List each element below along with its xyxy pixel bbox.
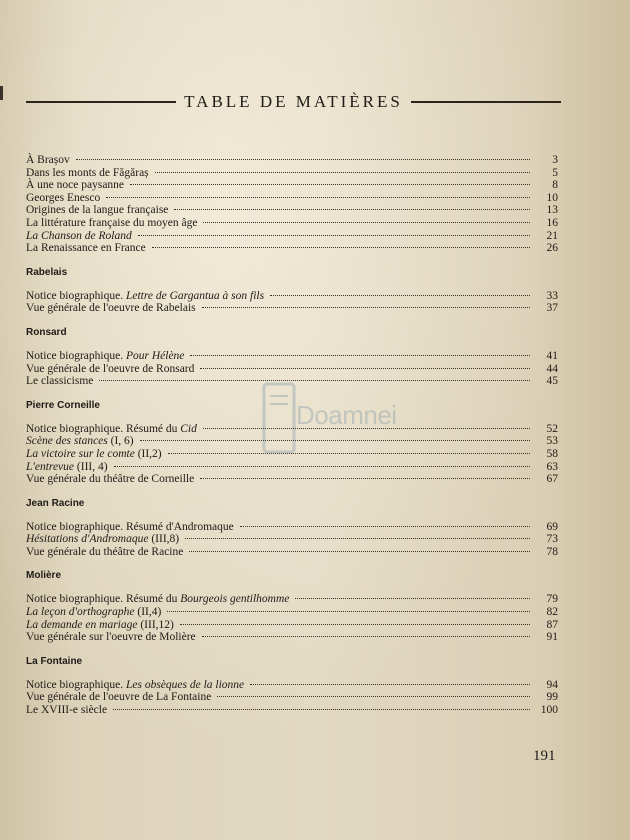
toc-entry-label (26, 461, 108, 474)
author-section (26, 568, 558, 643)
toc-entry-italic-text: La leçon d'orthographe (26, 606, 135, 619)
toc-entry-label (26, 204, 168, 217)
toc-entry (26, 546, 558, 559)
section-heading: Ronsard (26, 326, 67, 338)
table-header (26, 91, 561, 113)
dot-leader (168, 453, 530, 454)
section-heading: La Fontaine (26, 655, 83, 667)
dot-leader (217, 696, 530, 697)
toc-entry-label (26, 691, 211, 704)
intro-entries (26, 154, 558, 255)
toc-entry-text: Notice biographique. (26, 289, 126, 302)
toc-entry-text: (II,4) (134, 606, 162, 619)
toc-page-number: 10 (546, 191, 558, 204)
toc-entry-text: Vue générale de l'oeuvre de Rabelais (26, 302, 196, 315)
toc-entry (26, 290, 558, 303)
toc-page-number: 99 (546, 691, 558, 704)
toc-entry (26, 679, 558, 692)
toc-entry-italic-text: La Chanson de Roland (26, 229, 132, 242)
toc-page-number: 41 (546, 349, 558, 362)
section-heading: Pierre Corneille (26, 399, 100, 411)
toc-entry-label (26, 242, 146, 255)
toc-entry (26, 217, 558, 230)
toc-entry (26, 179, 558, 192)
toc-entry-label (26, 448, 162, 461)
toc-page-number: 45 (546, 375, 558, 388)
toc-entry-label (26, 606, 161, 619)
toc-entry (26, 521, 558, 534)
dot-leader (113, 709, 530, 710)
dot-leader (200, 368, 530, 369)
toc-entry (26, 230, 558, 243)
toc-entry-label (26, 435, 134, 448)
dot-leader (99, 380, 530, 381)
dot-leader (155, 172, 530, 173)
toc-entry (26, 704, 558, 717)
toc-entry-label (26, 167, 149, 180)
dot-leader (185, 538, 530, 539)
toc-page-number: 82 (546, 606, 558, 619)
toc-entry-text: Origines de la langue française (26, 204, 169, 217)
toc-entry-italic-text: Cid (180, 422, 197, 435)
toc-entry (26, 606, 558, 619)
toc-page-number: 3 (552, 154, 558, 166)
toc-entry-text: (III,8) (148, 533, 180, 546)
toc-entry-italic-text: L'entrevue (26, 460, 75, 473)
toc-page-number: 79 (546, 593, 558, 606)
toc-entry-text: Vue générale de l'oeuvre de La Fontaine (26, 691, 212, 704)
toc-entry (26, 423, 558, 436)
toc-page-number: 44 (546, 362, 558, 375)
toc-entry-label (26, 363, 194, 376)
toc-entry-label (26, 679, 244, 692)
toc-entry-label (26, 217, 197, 230)
toc-entry (26, 435, 558, 448)
toc-entry (26, 448, 558, 461)
toc-entry (26, 350, 558, 363)
toc-entry (26, 593, 558, 606)
dot-leader (189, 551, 530, 552)
dot-leader (270, 295, 530, 296)
toc-entry (26, 302, 558, 315)
dot-leader (138, 235, 530, 236)
toc-page-number: 5 (552, 166, 558, 179)
toc-page-number: 13 (546, 204, 558, 217)
toc-entry-label (26, 533, 179, 546)
toc-entry (26, 619, 558, 632)
toc-page-number: 67 (546, 473, 558, 486)
author-section (26, 398, 558, 486)
toc-entry-text: La littérature française du moyen âge (26, 216, 198, 229)
toc-entry-text: Vue générale de l'oeuvre de Ronsard (26, 362, 195, 375)
toc-entry-text: Georges Enesco (26, 191, 101, 204)
toc-entry-label (26, 302, 196, 315)
dot-leader (190, 355, 530, 356)
toc-entry (26, 167, 558, 180)
toc-entry-text: À Brașov (26, 154, 70, 166)
toc-entry-text: Notice biographique. (26, 349, 126, 362)
toc-entry (26, 473, 558, 486)
toc-entry-label (26, 521, 234, 534)
toc-entry-label (26, 593, 289, 606)
dot-leader (114, 466, 530, 467)
dot-leader (152, 247, 530, 248)
toc-entry-italic-text: Lettre de Gargantua à son fils (125, 289, 265, 302)
toc-entry-text: Notice biographique. Résumé d'Andromaque (26, 520, 234, 533)
toc-entry-italic-text: La victoire sur le comte (26, 447, 135, 460)
header-rule-left (26, 101, 176, 103)
toc-page-number: 78 (546, 545, 558, 558)
dot-leader (202, 307, 530, 308)
toc-entry-italic-text: La demande en mariage (26, 618, 138, 631)
author-section (26, 325, 558, 388)
toc-entry-italic-text: Scène des stances (26, 435, 108, 448)
toc-page-number: 58 (546, 447, 558, 460)
dot-leader (140, 440, 530, 441)
section-heading: Rabelais (26, 266, 68, 278)
toc-entry-label (26, 350, 184, 363)
author-section (26, 654, 558, 717)
author-section (26, 496, 558, 559)
toc-entry (26, 533, 558, 546)
toc-entry-text: Notice biographique. Résumé du (26, 422, 181, 435)
toc-entry (26, 192, 558, 205)
toc-entry (26, 691, 558, 704)
toc-entry-text: (III,12) (137, 618, 174, 631)
dot-leader (240, 526, 530, 527)
toc-page-number: 16 (546, 216, 558, 229)
toc-entry-text: À une noce paysanne (26, 179, 125, 192)
toc-entry (26, 631, 558, 644)
dot-leader (200, 478, 530, 479)
toc-entry-label (26, 192, 100, 205)
dot-leader (106, 197, 530, 198)
toc-page-number: 91 (546, 631, 558, 644)
dot-leader (76, 159, 530, 160)
toc-entry-text: (II,2) (134, 447, 162, 460)
toc-entry-italic-text: Hésitations d'Andromaque (26, 533, 149, 546)
page-title: TABLE DE MATIÈRES (184, 92, 403, 111)
section-heading: Jean Racine (26, 497, 85, 509)
toc-entry-label (26, 473, 194, 486)
toc-page-number: 26 (546, 242, 558, 255)
toc-entry-text: Le XVIII-e siècle (26, 704, 108, 717)
toc-entry-italic-text: Bourgeois gentilhomme (180, 593, 290, 606)
author-sections (26, 265, 558, 717)
toc-entry (26, 461, 558, 474)
toc-entry (26, 154, 558, 167)
toc-entry-text: Vue générale du théâtre de Racine (26, 545, 184, 558)
dot-leader (295, 598, 530, 599)
toc-entry-text: (I, 6) (107, 435, 134, 448)
dot-leader (130, 184, 530, 185)
toc-page-number: 53 (546, 435, 558, 448)
toc-entry-text: Le classicisme (26, 375, 94, 388)
table-of-contents (26, 154, 558, 717)
dot-leader (202, 636, 530, 637)
header-rule-right (411, 101, 561, 103)
page-number: 191 (533, 748, 556, 764)
toc-page-number: 94 (546, 678, 558, 691)
toc-page-number: 63 (546, 460, 558, 473)
dot-leader (167, 611, 530, 612)
toc-entry-text: Vue générale du théâtre de Corneille (26, 473, 195, 486)
toc-entry-text: Notice biographique. (26, 678, 126, 691)
toc-entry-text: Vue générale sur l'oeuvre de Molière (26, 631, 196, 644)
dot-leader (250, 684, 530, 685)
toc-entry (26, 363, 558, 376)
toc-entry-label (26, 546, 183, 559)
section-heading: Molière (26, 570, 62, 582)
toc-entry-label (26, 230, 132, 243)
toc-entry (26, 375, 558, 388)
toc-entry-italic-text: Les obsèques de la lionne (125, 678, 245, 691)
toc-entry-text: (III, 4) (74, 460, 108, 473)
toc-page-number: 8 (552, 179, 558, 192)
toc-entry-text: Notice biographique. Résumé du (26, 593, 181, 606)
toc-entry-label (26, 631, 196, 644)
toc-page-number: 69 (546, 520, 558, 533)
toc-page-number: 21 (546, 229, 558, 242)
dot-leader (203, 428, 530, 429)
watermark-text: Doamnei (296, 400, 397, 430)
toc-page-number: 87 (546, 618, 558, 631)
toc-page-number: 100 (540, 704, 558, 717)
toc-entry (26, 204, 558, 217)
toc-entry-label (26, 154, 70, 167)
toc-page-number: 33 (546, 289, 558, 302)
author-section (26, 265, 558, 315)
toc-entry-label (26, 423, 197, 436)
toc-entry-label (26, 179, 124, 192)
dot-leader (174, 209, 530, 210)
toc-entry-text: Dans les monts de Făgăraș (26, 166, 149, 179)
dot-leader (180, 624, 530, 625)
toc-entry-italic-text: Pour Hélène (125, 349, 185, 362)
dot-leader (203, 222, 530, 223)
toc-entry-label (26, 704, 107, 717)
toc-entry-label (26, 619, 174, 632)
margin-mark (0, 86, 3, 100)
toc-page-number: 52 (546, 422, 558, 435)
toc-entry-label (26, 290, 264, 303)
toc-entry (26, 242, 558, 255)
toc-page-number: 73 (546, 533, 558, 546)
toc-entry-text: La Renaissance en France (26, 242, 146, 255)
toc-page-number: 37 (546, 302, 558, 315)
toc-entry-label (26, 375, 93, 388)
